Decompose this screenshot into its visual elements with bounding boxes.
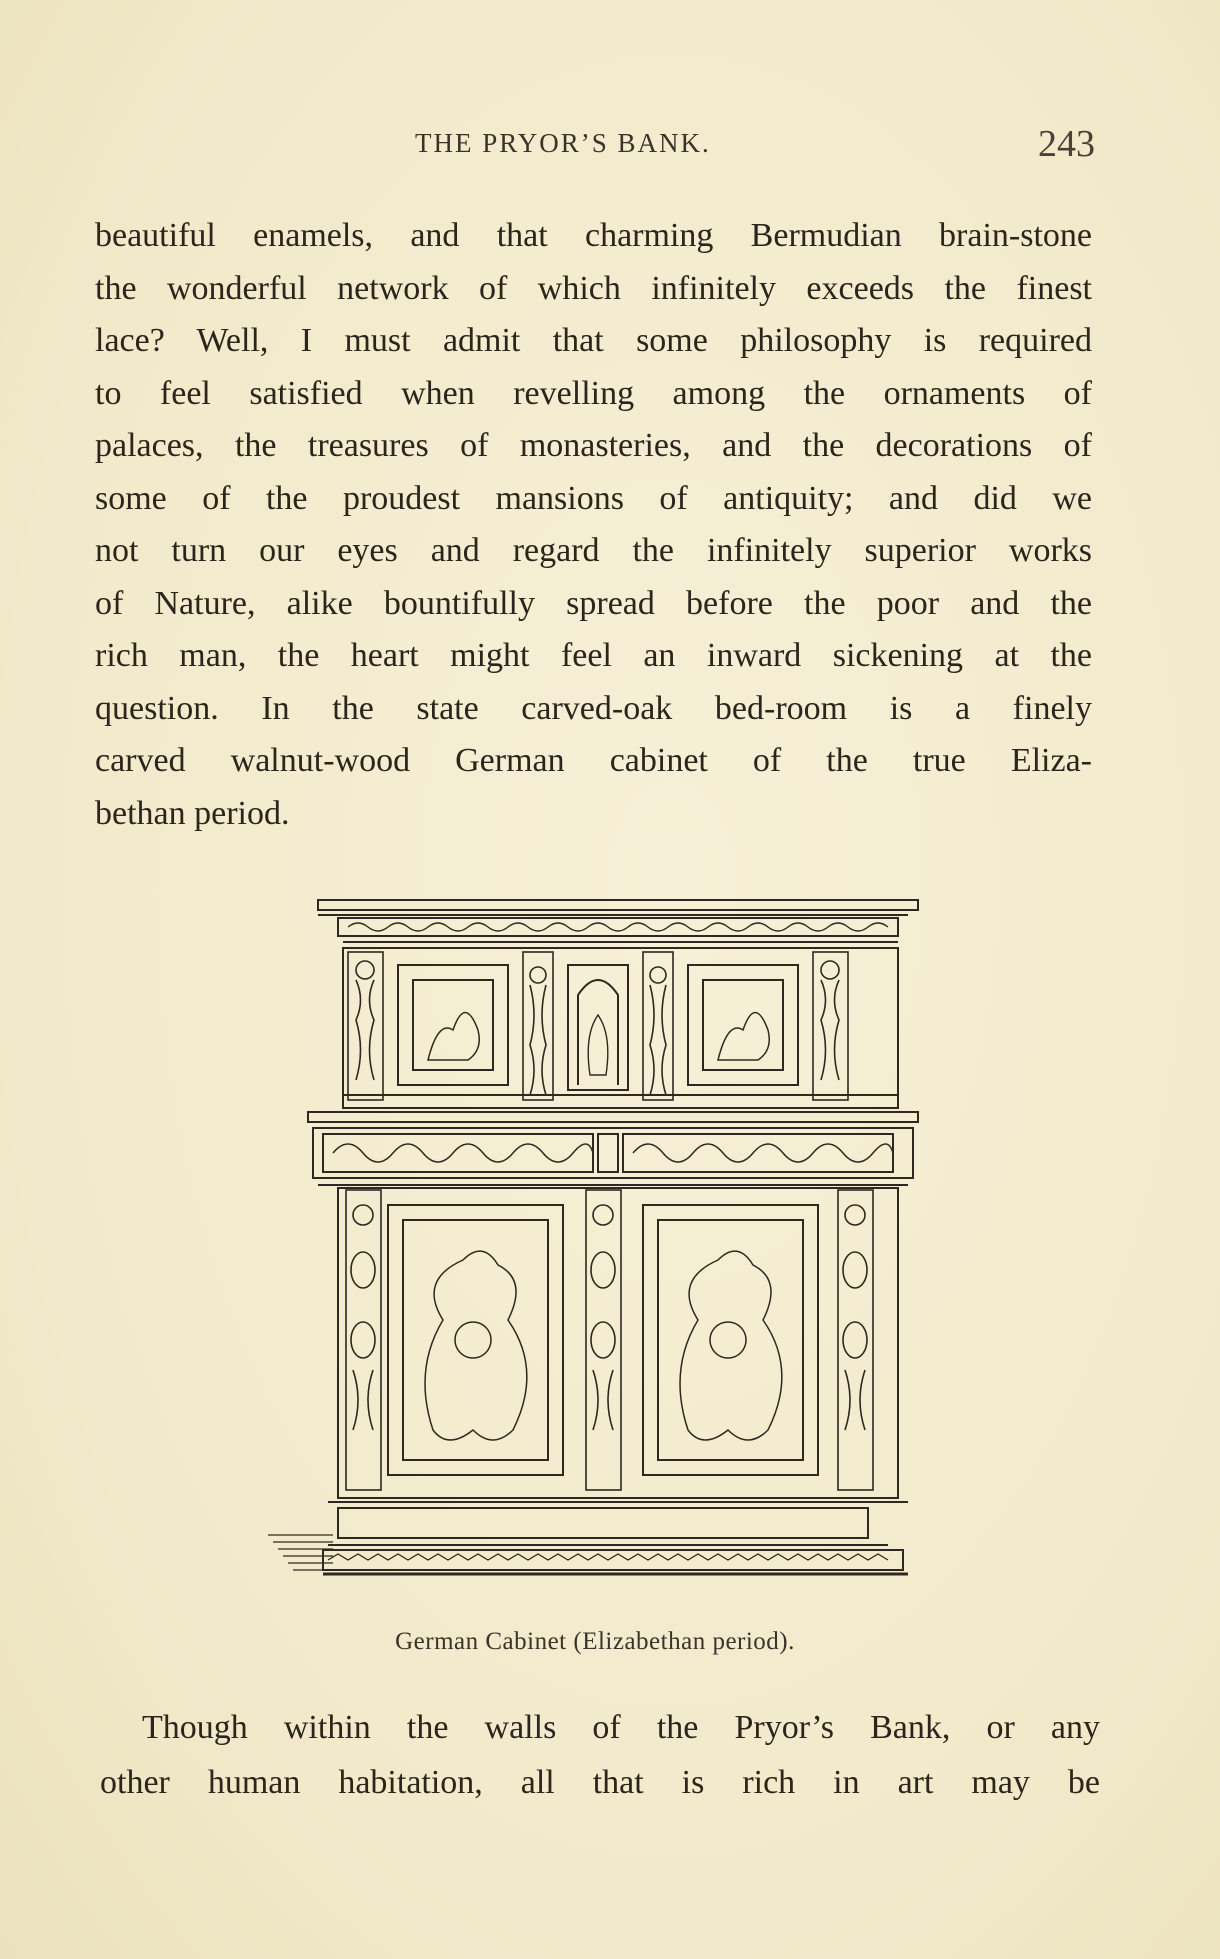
running-title: THE PRYOR’S BANK.: [415, 128, 711, 158]
text-line: some of the proudest mansions of antiquity; and did we: [95, 479, 1092, 517]
body-paragraph: [95, 210, 1092, 840]
cabinet-illustration: [268, 890, 928, 1610]
text-line: question. In the state carved-oak bed-room is a finely: [95, 689, 1092, 727]
text-line: the wonderful network of which infinitely exceeds the finest: [95, 269, 1092, 307]
text-line: palaces, the treasures of monasteries, and the decorations of: [95, 427, 1092, 464]
text-line: bethan period.: [95, 794, 290, 832]
text-line: other human habitation, all that is rich in art may be: [100, 1764, 1100, 1801]
running-head: [95, 122, 1095, 172]
text-line: to feel satisfied when revelling among the ornaments of: [95, 374, 1092, 412]
text-line: not turn our eyes and regard the infinitely superior works: [95, 532, 1092, 569]
text-line: of Nature, alike bountifully spread before the poor and the: [95, 584, 1092, 622]
text-line: beautiful enamels, and that charming Bermudian brain-stone: [95, 217, 1092, 254]
page-number: 243: [1038, 123, 1095, 165]
text-line: Though within the walls of the Pryor’s Bank, or any: [142, 1709, 1100, 1746]
text-line: carved walnut-wood German cabinet of the true Eliza-: [95, 742, 1092, 779]
text-line: lace? Well, I must admit that some philosophy is required: [95, 322, 1092, 359]
figure-caption: German Cabinet (Elizabethan period).: [395, 1628, 795, 1655]
continuation-paragraph: [100, 1700, 1100, 1810]
text-line: rich man, the heart might feel an inward sickening at the: [95, 637, 1092, 674]
